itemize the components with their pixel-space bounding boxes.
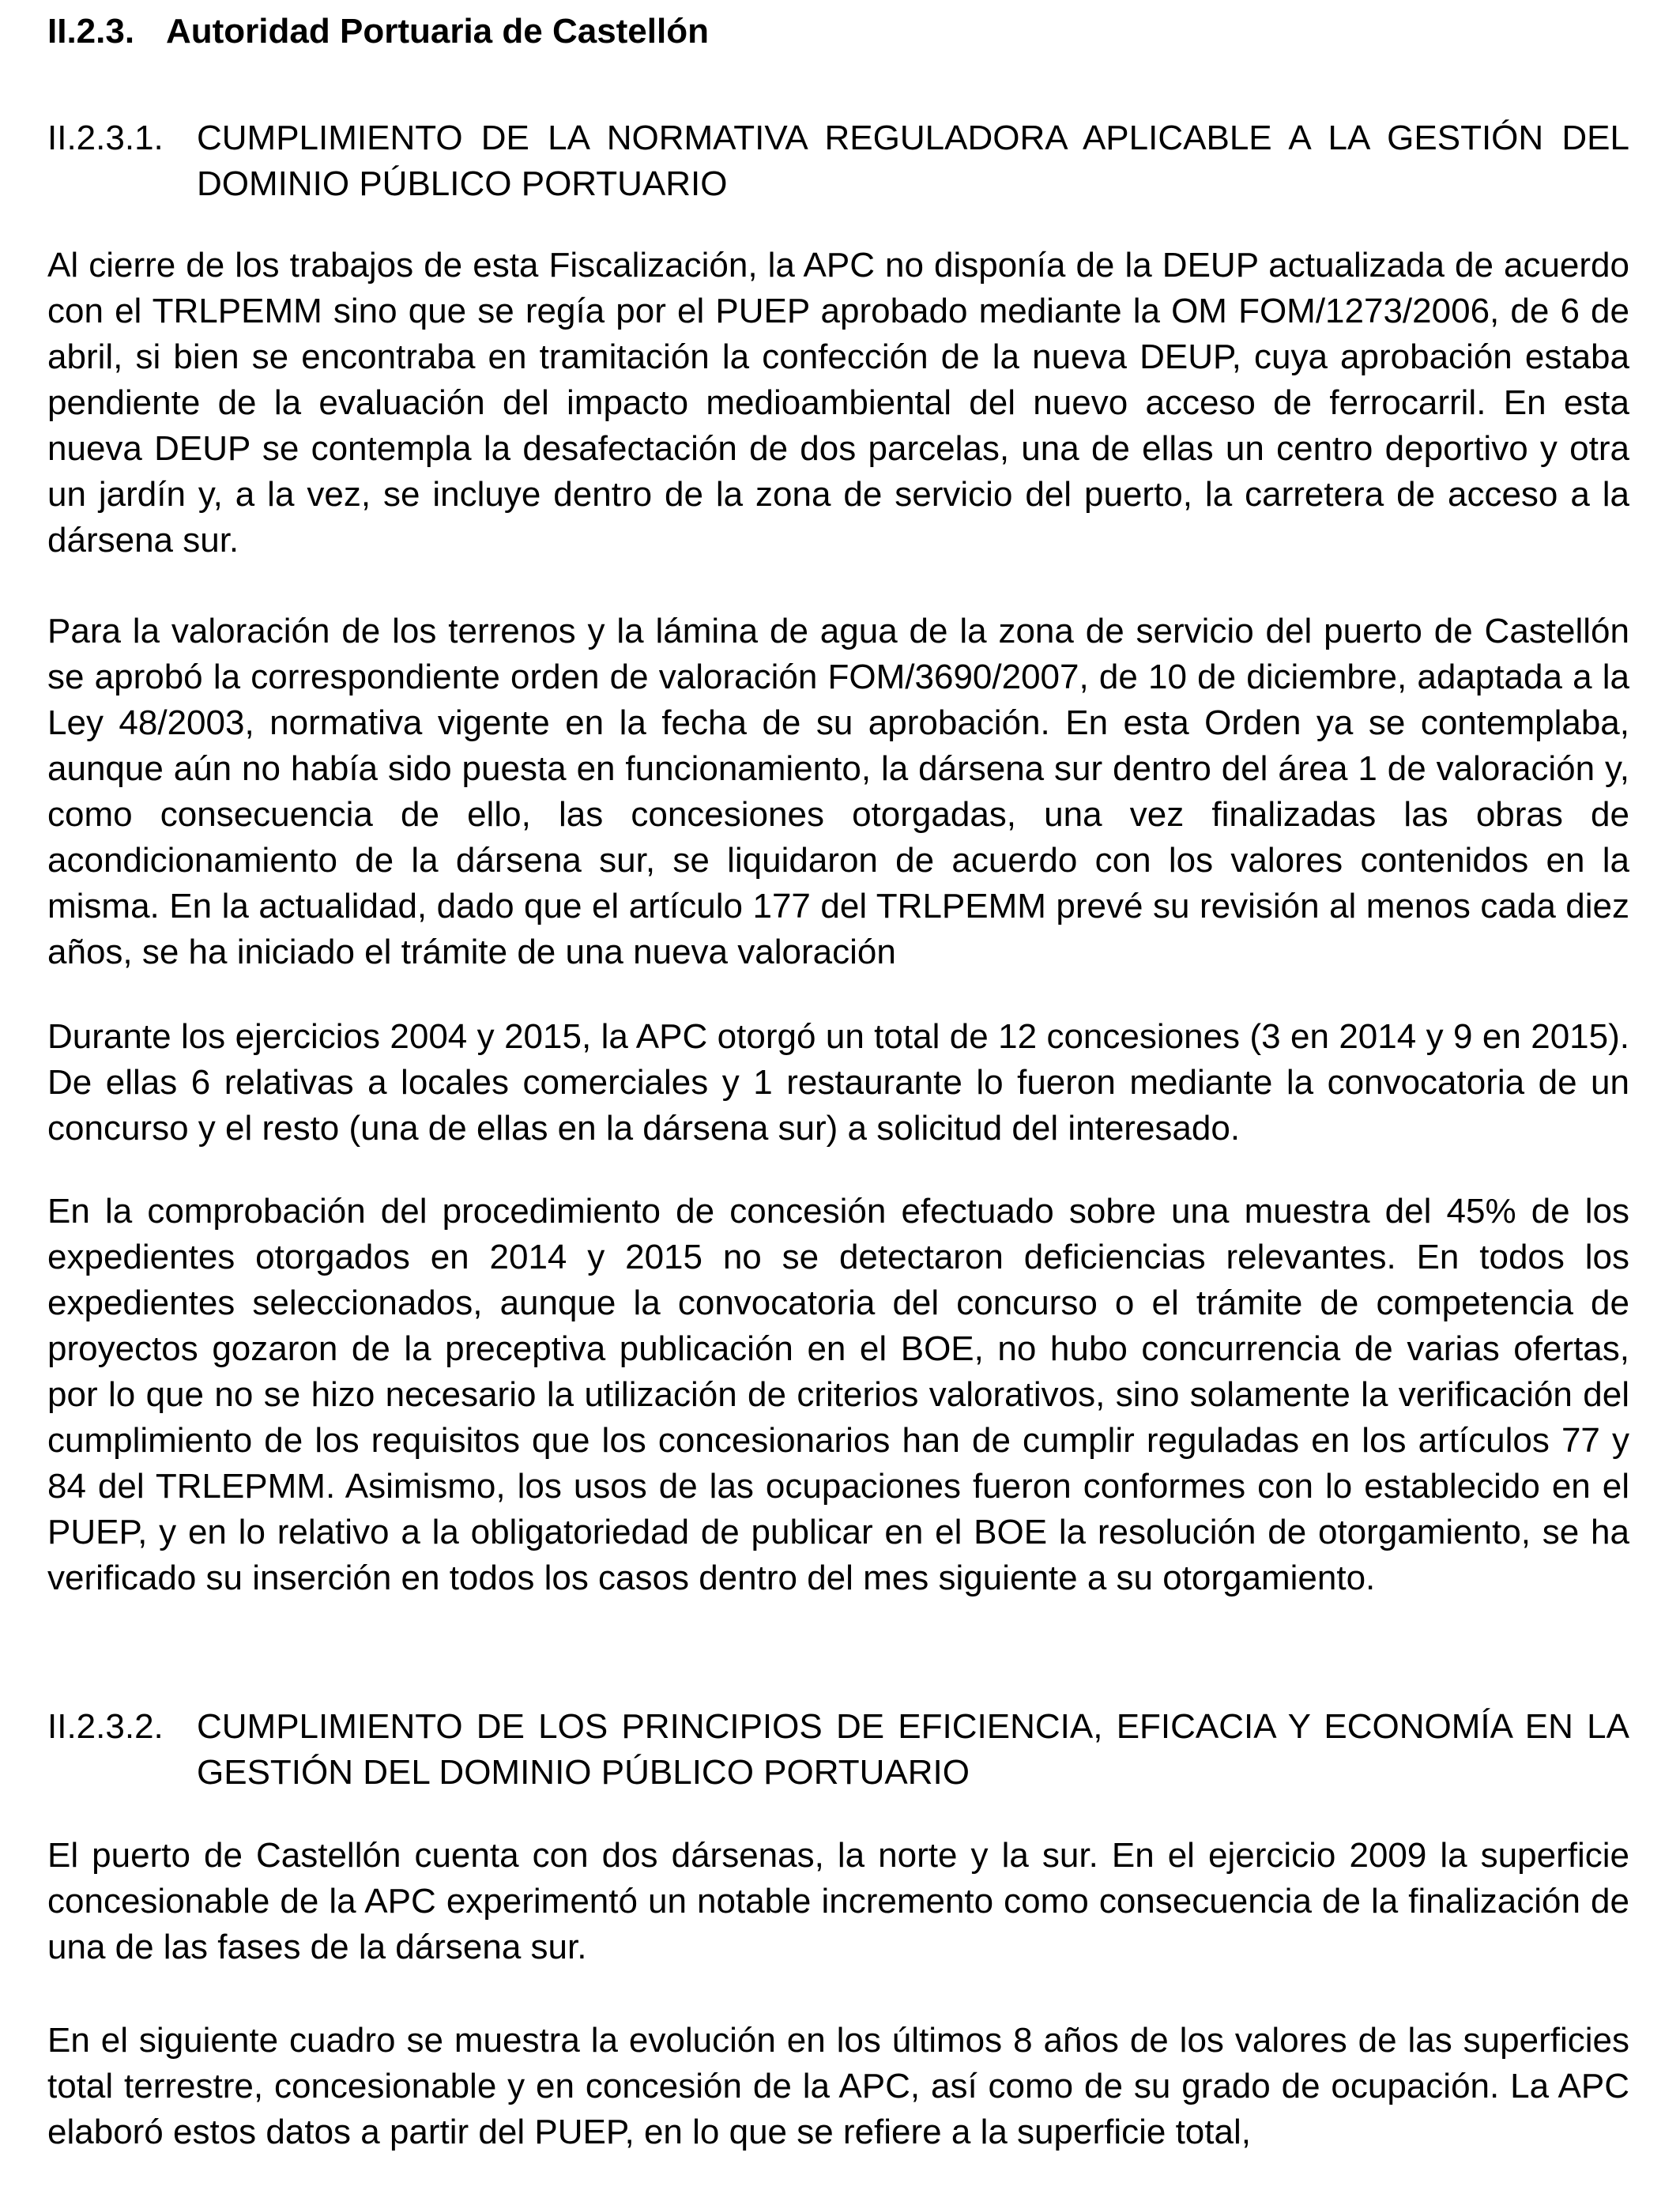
paragraph-cuadro: En el siguiente cuadro se muestra la evolución en los últimos 8 años de los valores de las superficies total terrestre, concesionable y en concesión de la APC, así como de su grado de ocupación. La APC elaboró estos datos a partir del PUEP, en lo que se refiere a la superficie total, bbox=[47, 2021, 1629, 2151]
subsection-heading-1 bbox=[47, 115, 1629, 207]
subsection-number-2: II.2.3.2. bbox=[47, 1707, 164, 1746]
paragraph-deup: Al cierre de los trabajos de esta Fiscalización, la APC no disponía de la DEUP actualizada de acuerdo con el TRLPEMM sino que se regía por el PUEP aprobado mediante la OM FOM/1273/2006, de 6 de abril, si bien se encontraba en tramitación la confección de la nueva DEUP, cuya aprobación estaba pendiente de la evaluación del impacto medioambiental del nuevo acceso de ferrocarril. En esta nueva DEUP se contempla la desafectación de dos parcelas, una de ellas un centro deportivo y otra un jardín y, a la vez, se incluye dentro de la zona de servicio del puerto, la carretera de acceso a la dársena sur. bbox=[47, 246, 1629, 560]
subsection-number-1: II.2.3.1. bbox=[47, 119, 164, 157]
paragraph-darsenas: El puerto de Castellón cuenta con dos dársenas, la norte y la sur. En el ejercicio 2009 la superficie concesionable de la APC experimentó un notable incremento como consecuencia de la finalización de una de las fases de la dársena sur. bbox=[47, 1836, 1629, 1966]
subsection-title-1: CUMPLIMIENTO DE LA NORMATIVA REGULADORA APLICABLE A LA GESTIÓN DEL DOMINIO PÚBLICO PORTUARIO bbox=[197, 119, 1629, 203]
paragraph-valoracion: Para la valoración de los terrenos y la lámina de agua de la zona de servicio del puerto de Castellón se aprobó la correspondiente orden de valoración FOM/3690/2007, de 10 de diciembre, adaptada a la Ley 48/2003, normativa vigente en la fecha de su aprobación. En esta Orden ya se contemplaba, aunque aún no había sido puesta en funcionamiento, la dársena sur dentro del área 1 de valoración y, como consecuencia de ello, las concesiones otorgadas, una vez finalizadas las obras de acondicionamiento de la dársena sur, se liquidaron de acuerdo con los valores contenidos en la misma. En la actualidad, dado que el artículo 177 del TRLPEMM prevé su revisión al menos cada diez años, se ha iniciado el trámite de una nueva valoración bbox=[47, 612, 1629, 971]
subsection-title-2: CUMPLIMIENTO DE LOS PRINCIPIOS DE EFICIENCIA, EFICACIA Y ECONOMÍA EN LA GESTIÓN DEL DOMINIO PÚBLICO PORTUARIO bbox=[197, 1707, 1629, 1792]
subsection-heading-2 bbox=[47, 1704, 1629, 1796]
section-heading bbox=[47, 8, 709, 55]
section-title: Autoridad Portuaria de Castellón bbox=[166, 12, 709, 51]
section-number: II.2.3. bbox=[47, 12, 135, 51]
paragraph-concesiones: Durante los ejercicios 2004 y 2015, la APC otorgó un total de 12 concesiones (3 en 2014 y 9 en 2015). De ellas 6 relativas a locales comerciales y 1 restaurante lo fueron mediante la convocatoria de un concurso y el resto (una de ellas en la dársena sur) a solicitud del interesado. bbox=[47, 1017, 1629, 1148]
paragraph-comprobacion: En la comprobación del procedimiento de concesión efectuado sobre una muestra del 45% de los expedientes otorgados en 2014 y 2015 no se detectaron deficiencias relevantes. En todos los expedientes seleccionados, aunque la convocatoria del concurso o el trámite de competencia de proyectos gozaron de la preceptiva publicación en el BOE, no hubo concurrencia de varias ofertas, por lo que no se hizo necesario la utilización de criterios valorativos, sino solamente la verificación del cumplimiento de los requisitos que los concesionarios han de cumplir reguladas en los artículos 77 y 84 del TRLEPMM. Asimismo, los usos de las ocupaciones fueron conformes con lo establecido en el PUEP, y en lo relativo a la obligatoriedad de publicar en el BOE la resolución de otorgamiento, se ha verificado su inserción en todos los casos dentro del mes siguiente a su otorgamiento. bbox=[47, 1192, 1629, 1597]
